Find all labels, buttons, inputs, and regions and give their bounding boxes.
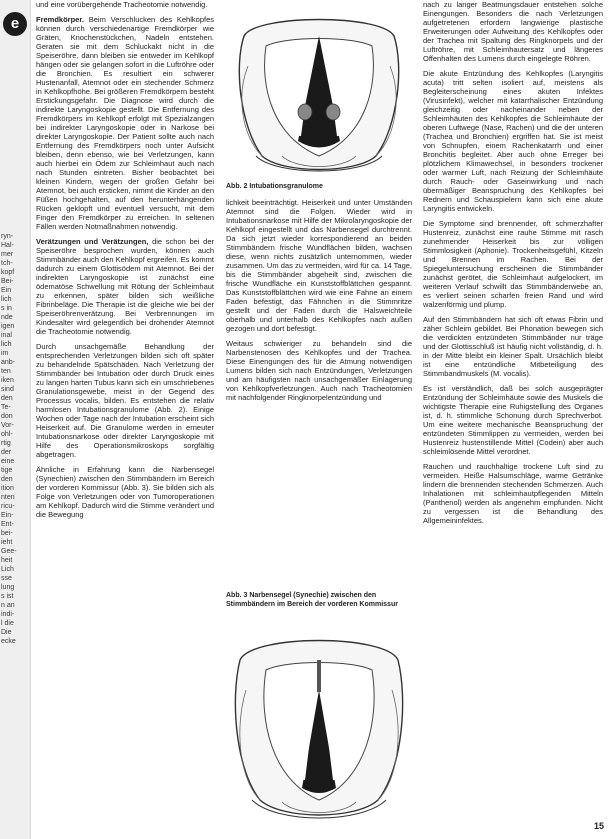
paragraph-text: Es ist verständlich, daß bei solch ausgeprägter Entzündung der Schleimhäute sowie des Muskels die wichtigste Therapie eine Ruhigstellung des Organes ist, d. h. stimmliche Schonung durch Sprechverbot. Um eine weitere mechanische Beanspruchung der entzündeten Stimmlippen zu vermeiden, werden bei Hustenreiz hustenstillende Mittel (Codein) aber auch schleimlösende Mittel verordnet. [423,384,603,456]
strip-fragment: tch- [1,260,13,267]
strip-fragment: Ent- [1,521,14,528]
paragraph-text: Beim Verschlucken des Kehlkopfes können durch verschiedenartige Fremdkörper wie Gräten, Knochenstückchen, Nadeln entstehen. Geraten sie mit dem Schluckakt nicht in die Speiseröhre, dann bleiben sie entweder im Kehlkopf hängen oder sie gelangen sofort in die Luftröhre oder die Bronchien. Es resultiert ein schwerer Hustenanfall, Atemnot oder ein stechender Schmerz in Kehlkopfhöhe. Bei größeren Fremdkörpern besteht Erstickungsgefahr. Die Diagnose wird durch die indirekte Laryngoskopie gestellt. Die Entfernung des Fremdkörpers im Kehlkopf erfolgt mit Spezialzangen bei indirekter Laryngoskopie oder in Narkose bei direkter Laryngoskopie. Der Patient sollte auch nach Entfernung des Fremdkörpers noch unter Aufsicht bleiben, denn ebenso, wie bei Verletzungen, kann auch hierbei ein Ödem zur Schleimhaut auch nach nach Stunden eintreten. Bisher beobachtet bei kleinen Kindern, wegen der großen Gefahr bei Atemnot, bei auch ersticken, nimmt die Kinder an den Füßen hochgehalten, auf den herunterhängenden Rücken geklopft und eventuell versucht, mit dem Finger den Fremdkörper zu erreichen. In seltenen Fällen werden Notmaßnahmen notwendig. [36,15,215,231]
strip-fragment: ohl- [1,431,13,438]
right-column [423,0,603,531]
strip-fragment: Die [1,629,12,636]
paragraph [36,0,214,9]
strip-fragment: nde [1,314,13,321]
paragraph-text: Rauchen und rauchhaltige trockene Luft sind zu vermeiden. Heiße Halsumschläge, warme Getränke lindern die brennenden stechenden Schmerzen. Auch Inhalationen mit schleimhautpflegenden Mitteln (Panthenol) werden als angenehm empfunden. Nicht zu vergessen ist die Behandlung des Allgemeininfektes. [423,462,603,525]
strip-fragment: der [1,449,12,456]
strip-fragment: im [1,350,9,357]
strip-fragment: iken [1,377,14,384]
paragraph-text: die schon bei der Speiseröhre besprochen wurden, können auch Stimmbänder auch den Kehlkopf ergreifen. Es kommt dadurch zu einem Glottisödem mit Atemnot. Bei der indirekten Laryngoskopie ist zunächst eine ödematöse Schwellung mit Rötung der Schleimhaut zu erkennen, später bilden sich weißliche Fibrinbeläge. Die Therapie ist die gleiche wie bei der Speiseröhrenverätzung. Bei Verbrennungen im Kindesalter wird gelegentlich bei drohender Atemnot die Tracheotomie notwendig. [36,237,215,336]
figure-synechia [226,620,412,830]
strip-fragment: l die [1,620,14,627]
strip-fragment: ricu- [1,503,15,510]
strip-fragment: lich [1,341,12,348]
page-badge: e [3,12,27,36]
strip-fragment: igen [1,323,15,330]
paragraph-text: Ähnliche in Erfahrung kann die Narbensegel (Synechien) zwischen den Stimmbändern im Bereich der vorderen Kommissur (Abb. 3). Sie bilden sich als Folge von Verletzungen oder von Tumoroperationen am Kehlkopf. Dadurch wird die Stimme verändert und die Bewegung [36,465,215,519]
paragraph [423,462,603,525]
paragraph [226,198,412,333]
strip-fragment: Te- [1,404,11,411]
figure1-caption: Abb. 2 Intubationsgranulome [226,183,323,190]
paragraph [36,237,214,336]
paragraph [423,69,603,213]
adjacent-page-text-fragments [0,232,30,646]
paragraph [36,342,214,459]
strip-fragment: inal [1,332,12,339]
left-column [36,0,214,525]
strip-fragment: tige [1,467,13,474]
strip-fragment: nten [1,494,15,501]
paragraph [226,339,412,402]
paragraph [36,15,214,231]
strip-fragment: bei- [1,530,13,537]
page-number: 15 [593,821,604,831]
strip-fragment: Bei- [1,278,14,285]
strip-fragment: Ein [1,287,12,294]
paragraph [423,219,603,309]
strip-fragment: Vor- [1,422,14,429]
strip-fragment: ryn- [1,233,14,240]
paragraph-text: lichkeit beeinträchtigt. Heiserkeit und unter Umständen Atemnot sind die Folgen. Wieder wird in Intubationsnarkose mit Hilfe der Mikrolaryngoskopie der Kehlkopf eingestellt und das Narbensegel durchtrennt. Da sich jetzt wieder korrespondierend an beiden Stimmbändern frische Wundflächen bilden, wachsen diese, wenn nichts zusätzlich unternommen, wieder zusammen. Um das zu vermeiden, wird für ca. 14 Tage, bis die Stimmbänder abgeheilt sind, zwischen die frische Wundfläche ein Kunststoffblättchen gespannt. Das Kunststoffblättchen wird wie eine Fahne an einem Faden befestigt, das Fähnchen in die Stimmritze gestellt und der Faden durch die Halsweichteile oberhalb und unterhalb des Kehlkopfes nach außen gezogen und dort befestigt. [226,198,412,333]
figure2-caption: Abb. 3 Narbensegel (Synechie) zwischen den Stimmbändern im Bereich der vorderen Kommissur [226,592,398,608]
paragraph-text: und eine vorübergehende Tracheotomie notwendig. [36,0,208,9]
paragraph-text: Weitaus schwieriger zu behandeln sind die Narbenstenosen des Kehlkopfes und der Trachea. Diese Einengungen des für die Atmung notwendigen Lumens bilden sich nach Entzündungen, Verletzungen und am häufigsten nach unsachgemäßer Einlagerung von Kehlkopfverletzungen. Auch nach Tracheotomien mit nachfolgender Ringknorpelentzündung und [226,339,412,402]
strip-fragment: ecke [1,638,16,645]
paragraph [423,0,603,63]
strip-fragment: sind [1,386,14,393]
paragraph-text: Durch unsachgemäße Behandlung der entsprechenden Verletzungen bilden sich oft später zu behandelnde Spätschäden. Nach Verletzung der Stimmbänder bei Intubation oder durch Druck eines zu langen harten Tubus kann sich ein umschriebenes Granulationsgewebe, meist in der Gegend des Processus vocalis, bilden. Es entstehen die relativ harmlosen Intubationsgranulome (Abb. 2). Einige Wochen oder Tage nach der Intubation erscheint sich Heiserkeit auf. Die Granulome werden in erneuter Intubationsnarkose oder direkter Laryngoskopie mit Hilfe des Operationsmikroskops sorgfältig abgetragen. [36,342,214,459]
strip-fragment: don [1,413,13,420]
strip-fragment: lich [1,296,12,303]
paragraph-text: Die Symptome sind brennender, oft schmerzhafter Hustenreiz, zunächst eine rauhe Stimme mit rasch zunehmender Heiserkeit bis zur völligen Stimmlosigkeit (Aphonie). Trockenheitsgefühl, Kitzeln und Brennen im Rachen. Bei der Spiegeluntersuchung erscheinen die Stimmbänder zunächst gerötet, die Schleimhaut aufgelockert, im weiteren Verlauf schwillt das Stimmbänderwebe an, es verliert seinen scharfen freien Rand und wird walzenförmig und plump. [423,219,603,309]
paragraph-text: Auf den Stimmbändern hat sich oft etwas Fibrin und zäher Schleim gebildet. Bei Phonation bewegen sich die verdickten entzündeten Stimmbänder nur träge und der Glottisschluß ist häufig nicht vollständig, d. h. in der Mitte bleibt ein kleiner Spalt. Ursächlich bleibt ist eine entzündliche Mitbeteiligung des Stimmbandmuskels (M. vocalis). [423,315,603,378]
strip-fragment: rtig [1,440,11,447]
strip-fragment: heit [1,557,13,564]
figure-intubation-granuloma [226,6,412,181]
strip-fragment: ieht [1,539,13,546]
strip-fragment: indi- [1,611,15,618]
strip-fragment: n an [1,602,15,609]
paragraph [36,465,214,519]
paragraph [423,315,603,378]
paragraph-heading: Verätzungen und Verätzungen, [36,237,153,246]
middle-column [226,198,412,408]
larynx-illustration-2 [226,620,412,830]
larynx-illustration-1 [226,6,412,181]
strip-fragment: Gee- [1,548,17,555]
strip-fragment: eine [1,458,15,465]
strip-fragment: ten [1,368,11,375]
strip-fragment: s ist [1,593,14,600]
strip-fragment: kopf [1,269,15,276]
paragraph-heading: Fremdkörper. [36,15,89,24]
adjacent-page-strip [0,0,31,839]
strip-fragment: Lich [1,566,14,573]
strip-fragment: mer [1,251,14,258]
strip-fragment: Ein- [1,512,14,519]
strip-fragment: anb- [1,359,16,366]
strip-fragment: den [1,476,13,483]
strip-fragment: den [1,395,13,402]
paragraph-text: nach zu langer Beatmungsdauer entstehen solche Einengungen. Besonders die nach Verletzungen aufgetretenen erfordern langwierige plastische Erweiterungen oder Aufweitung des Kehlkopfes oder der Trachea mit Spaltung des Ringknorpels und der Luftröhre, mit Schleimhautersatz und längeres Offenhalten des Lumens durch eingelegte Röhren. [423,0,603,63]
strip-fragment: s in [1,305,12,312]
strip-fragment: ition [1,485,14,492]
paragraph-text: Die akute Entzündung des Kehlkopfes (Laryngitis acuta) tritt selten isoliert auf, meistens als Begleiterscheinung eines akuten Infektes (Virusinfekt), welcher mit katarrhalischer Entzündung gleichzeitig oder nacheinander neben der Schleimhäuten des Kehlkopfes die Schleimhäute der oberen Luftwege (Nase, Rachen) und die der unteren (Trachea und Bronchien) ergriffen hat. Sie ist meist von Schnupfen, einem Rachenkatarrh und einer Bronchitis begleitet. Aber auch ohne Erreger bei plötzlichem Klimawechsel, in besonders trockener oder warmer Luft, nach Reizung der Schleimhäute durch Rauch- oder Gaseinwirkung und nach übermäßiger Beanspruchung des Kehlkopfes bei Rednern und Schauspielern kann sich eine akute Laryngitis entwickeln. [423,69,603,213]
strip-fragment: sse [1,575,12,582]
paragraph [423,384,603,456]
strip-fragment: lung [1,584,15,591]
strip-fragment: Hal- [1,242,14,249]
